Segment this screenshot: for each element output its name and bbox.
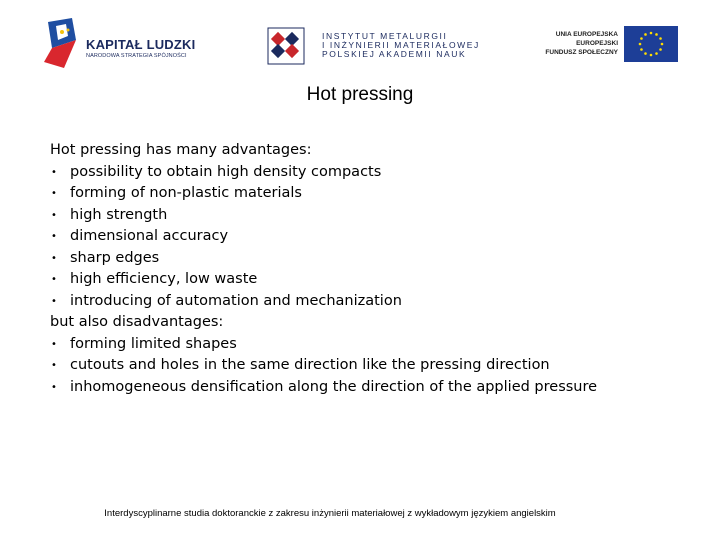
bullet-icon: • [51,209,57,221]
eu-star-icon [650,32,653,35]
list-item: • inhomogeneous densification along the direction of the applied pressure [50,377,690,399]
eu-star-icon [659,48,662,51]
slide-title: Hot pressing [306,84,414,105]
institute-logo [266,26,480,68]
advantages-list [50,162,690,313]
bullet-icon: • [51,295,57,307]
slide-body [50,140,690,398]
eu-line-1: UNIA EUROPEJSKA [555,31,618,38]
kapital-ludzki-emblem-icon [42,18,82,72]
disadvantages-list [50,334,690,399]
eu-line-3: FUNDUSZ SPOŁECZNY [545,49,618,56]
list-item: • high efficiency, low waste [50,269,690,291]
eu-star-icon [655,52,658,55]
kapital-ludzki-logo [42,18,212,72]
eu-star-icon [661,43,664,46]
eu-star-icon [644,33,647,36]
eu-star-icon [659,37,662,40]
institute-emblem-icon [266,26,306,66]
logo-bar [0,0,720,78]
list-item: • forming of non-plastic materials [50,183,690,205]
list-item: • introducing of automation and mechanization [50,291,690,313]
kapital-ludzki-subtitle: NARODOWA STRATEGIA SPÓJNOŚCI [86,53,187,59]
list-item: • possibility to obtain high density compacts [50,162,690,184]
eu-star-icon [650,54,653,57]
eu-flag-icon [624,26,678,62]
eu-name [528,30,618,57]
footer-text: Interdyscyplinarne studia doktoranckie z zakresu inżynierii materiałowej z wykładowym językiem angielskim [104,508,556,519]
kapital-ludzki-title: KAPITAŁ LUDZKI [86,37,196,52]
institute-line-1: INSTYTUT METALURGII [322,31,448,41]
eu-line-2: EUROPEJSKI [576,40,618,47]
disadvantages-heading: but also disadvantages: [50,314,224,330]
bullet-icon: • [51,188,57,199]
bullet-icon: • [51,166,57,178]
advantages-heading: Hot pressing has many advantages: [50,142,312,158]
eu-star-icon [640,37,643,40]
bullet-icon: • [51,338,57,350]
eu-star-icon [644,52,647,55]
bullet-icon: • [51,252,57,264]
eu-star-icon [639,43,642,46]
eu-star-icon [655,33,658,36]
bullet-icon: • [51,381,57,393]
institute-name [322,32,480,59]
bullet-icon: • [51,231,57,242]
list-item: • cutouts and holes in the same direction like the pressing direction [50,355,690,377]
institute-line-3: POLSKIEJ AKADEMII NAUK [322,49,467,59]
list-item: • sharp edges [50,248,690,270]
institute-line-2: I INŻYNIERII MATERIAŁOWEJ [322,40,480,50]
list-item: • dimensional accuracy [50,226,690,248]
bullet-icon: • [51,274,57,285]
list-item: • high strength [50,205,690,227]
eu-star-icon [640,48,643,51]
bullet-icon: • [51,360,57,371]
eu-logo [528,24,684,66]
list-item: • forming limited shapes [50,334,690,356]
